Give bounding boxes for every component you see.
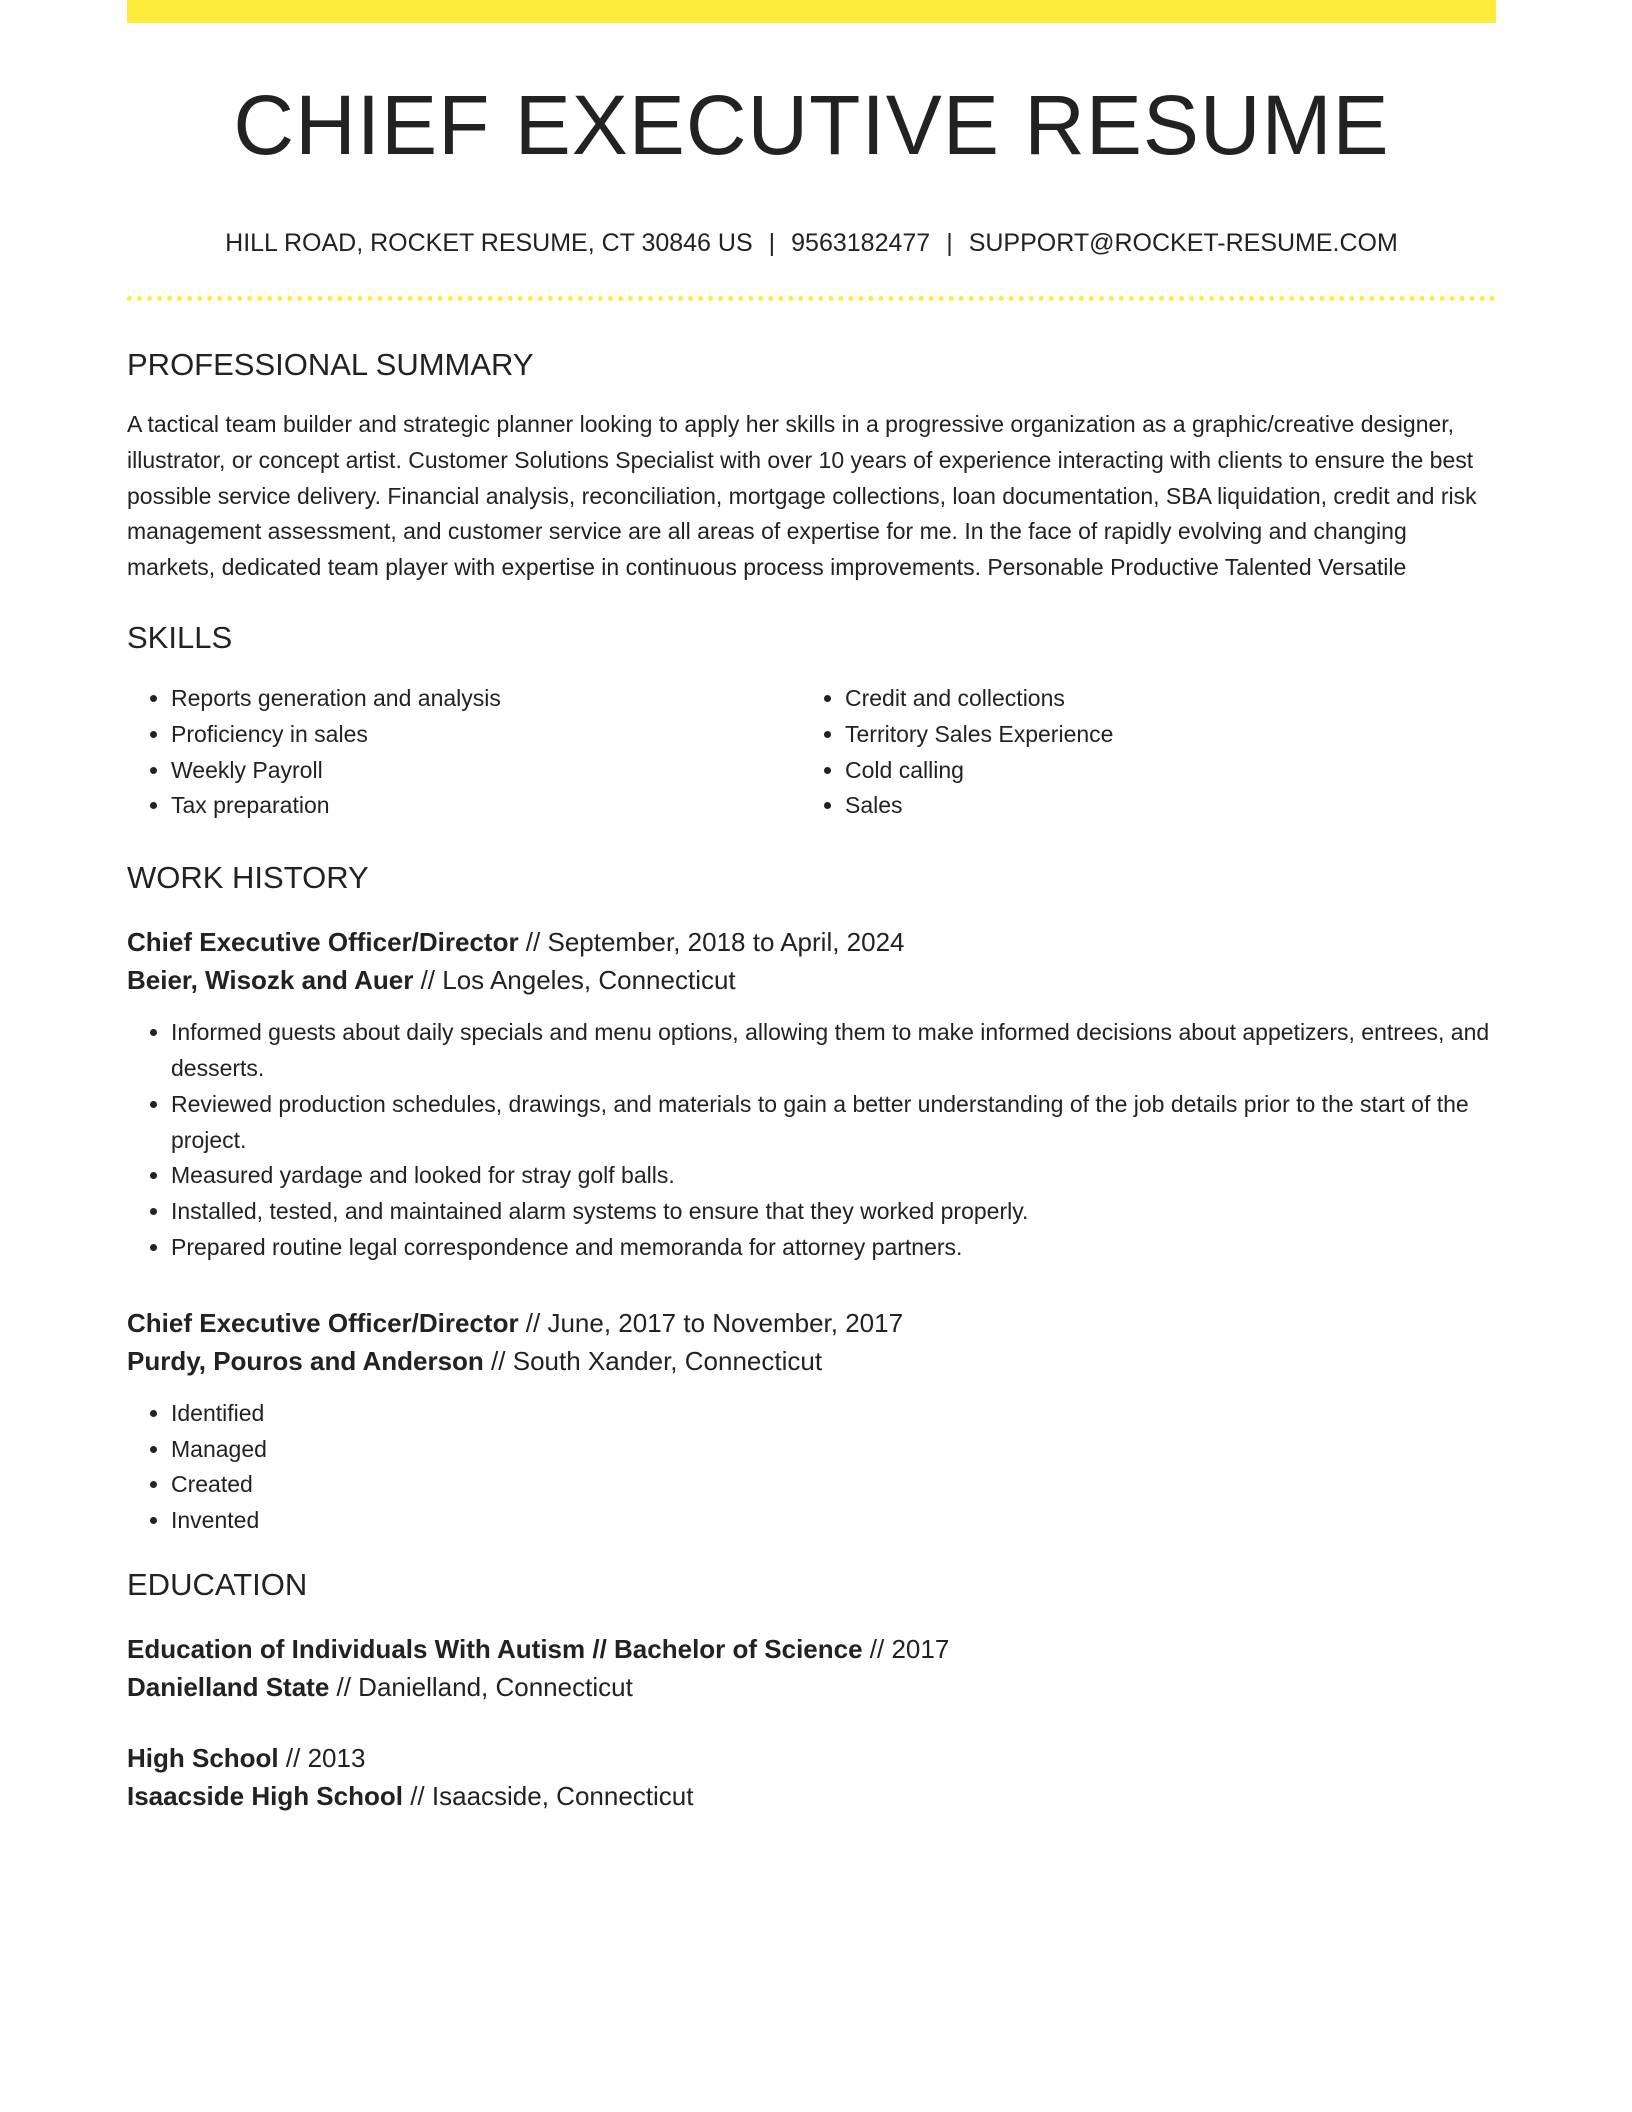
job-company-line — [127, 961, 1496, 999]
education-year: // 2017 — [862, 1633, 950, 1664]
education-school: Danielland State — [127, 1671, 330, 1702]
contact-separator: | — [946, 229, 953, 257]
job-company: Beier, Wisozk and Auer — [127, 965, 414, 996]
job-title: Chief Executive Officer/Director — [127, 1307, 519, 1338]
education-entry — [127, 1630, 1496, 1706]
skills-heading: SKILLS — [127, 619, 233, 655]
skill-item: • Territory Sales Experience — [845, 717, 1475, 753]
job-dates: // June, 2017 to November, 2017 — [518, 1307, 904, 1338]
skill-item: • Tax preparation — [171, 788, 801, 824]
education-degree-line — [127, 1739, 1496, 1777]
job-bullet: • Managed — [171, 1432, 1496, 1468]
job-entry — [127, 1304, 1496, 1539]
job-entry — [127, 923, 1496, 1266]
education-school-line — [127, 1668, 1496, 1706]
education-heading: EDUCATION — [127, 1566, 308, 1602]
top-accent-bar — [127, 0, 1496, 23]
education-degree: Education of Individuals With Autism // Bachelor of Science — [127, 1633, 863, 1664]
education-degree-line — [127, 1630, 1496, 1668]
resume-page — [127, 0, 1496, 1815]
job-bullet: • Created — [171, 1467, 1496, 1503]
job-title-line — [127, 1304, 1496, 1342]
resume-title: CHIEF EXECUTIVE RESUME — [233, 78, 1390, 172]
skill-item: • Proficiency in sales — [171, 717, 801, 753]
skills-grid — [127, 681, 1496, 824]
job-bullet: • Measured yardage and looked for stray golf balls. — [171, 1158, 1496, 1194]
summary-text: A tactical team builder and strategic planner looking to apply her skills in a progressive organization as a graphic/creative designer, illustrator, or concept artist. Customer Solutions Specialist with over 10 years of experience interacting with clients to ensure the best possible service delivery. Financial analysis, reconciliation, mortgage collections, loan documentation, SBA liquidation, credit and risk management assessment, and customer service are all areas of expertise for me. In the face of rapidly evolving and changing markets, dedicated team player with expertise in continuous process improvements. Personable Productive Talented Versatile — [127, 411, 1477, 581]
education-school-line — [127, 1777, 1496, 1815]
skill-item: • Cold calling — [845, 753, 1475, 789]
job-bullet: • Informed guests about daily specials and menu options, allowing them to make informed decisions about appetizers, entrees, and desserts. — [171, 1015, 1496, 1087]
job-bullet: • Installed, tested, and maintained alarm systems to ensure that they worked properly. — [171, 1194, 1496, 1230]
work-history-heading: WORK HISTORY — [127, 860, 369, 896]
job-dates: // September, 2018 to April, 2024 — [518, 927, 905, 958]
skill-item: • Sales — [845, 788, 1475, 824]
skills-right-column — [801, 681, 1475, 824]
job-bullets — [127, 1015, 1496, 1266]
education-entry — [127, 1739, 1496, 1815]
education-location: // Isaacside, Connecticut — [402, 1780, 694, 1811]
job-location: // Los Angeles, Connecticut — [413, 965, 736, 996]
contact-phone: 9563182477 — [791, 229, 931, 257]
job-bullet: • Invented — [171, 1503, 1496, 1539]
education-degree: High School — [127, 1742, 279, 1773]
job-company: Purdy, Pouros and Anderson — [127, 1345, 484, 1376]
education-school: Isaacside High School — [127, 1780, 403, 1811]
job-bullet: • Prepared routine legal correspondence and memoranda for attorney partners. — [171, 1230, 1496, 1266]
job-title-line — [127, 923, 1496, 961]
dotted-divider — [127, 296, 1496, 301]
skill-item: • Reports generation and analysis — [171, 681, 801, 717]
education-location: // Danielland, Connecticut — [329, 1671, 633, 1702]
skill-item: • Weekly Payroll — [171, 753, 801, 789]
contact-line — [127, 231, 1496, 256]
contact-email: SUPPORT@ROCKET-RESUME.COM — [968, 229, 1398, 257]
skills-left-column — [127, 681, 801, 824]
job-bullet: • Reviewed production schedules, drawings, and materials to gain a better understanding of the job details prior to the start of the project. — [171, 1087, 1496, 1159]
job-bullets — [127, 1396, 1496, 1539]
contact-address: HILL ROAD, ROCKET RESUME, CT 30846 US — [225, 229, 753, 257]
job-location: // South Xander, Connecticut — [483, 1345, 823, 1376]
skill-item: • Credit and collections — [845, 681, 1475, 717]
job-company-line — [127, 1342, 1496, 1380]
job-bullet: • Identified — [171, 1396, 1496, 1432]
job-title: Chief Executive Officer/Director — [127, 927, 519, 958]
summary-heading: PROFESSIONAL SUMMARY — [127, 347, 534, 382]
contact-separator: | — [768, 229, 776, 257]
education-year: // 2013 — [278, 1742, 366, 1773]
